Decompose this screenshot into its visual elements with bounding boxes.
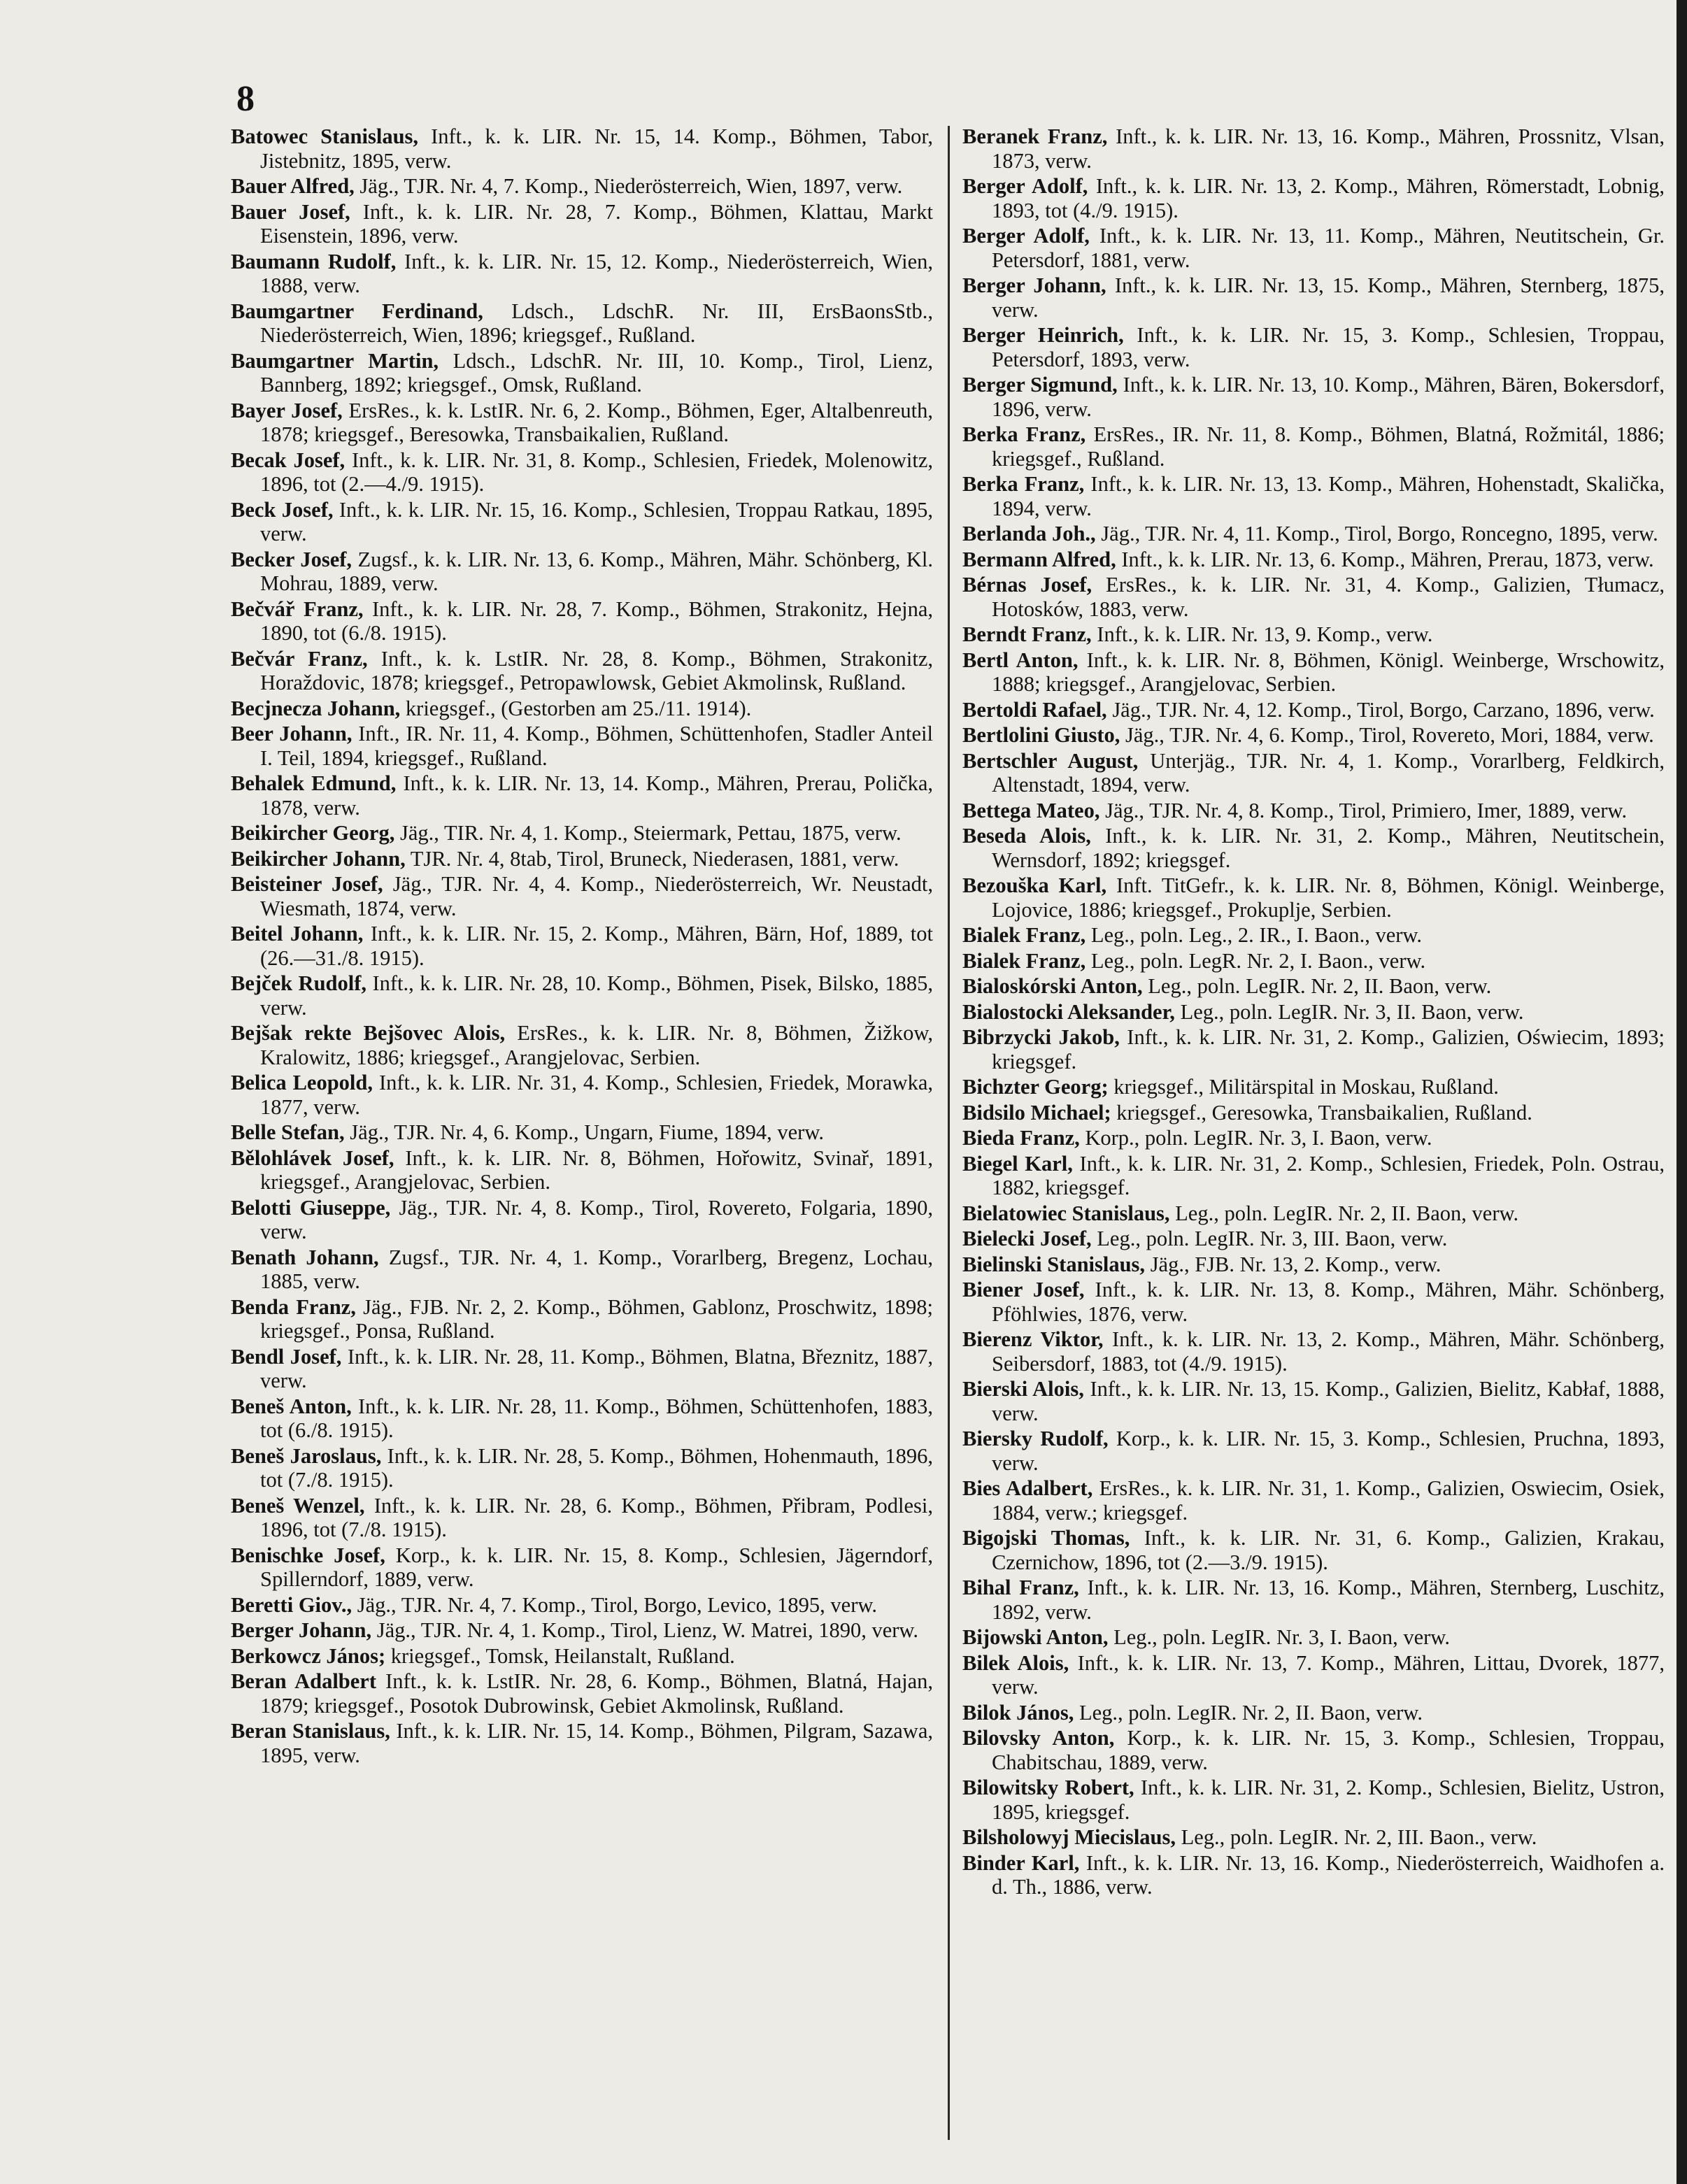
list-entry	[962, 1427, 1665, 1475]
entry-name: Beisteiner Josef,	[231, 872, 383, 896]
list-entry	[231, 1071, 933, 1119]
entry-name: Biegel Karl,	[962, 1151, 1073, 1176]
entry-details: kriegsgef., Tomsk, Heilanstalt, Rußland.	[385, 1643, 735, 1668]
entry-name: Batowec Stanislaus,	[231, 124, 419, 148]
list-entry	[231, 399, 933, 447]
list-entry	[231, 847, 933, 871]
entry-details: Inft. TitGefr., k. k. LIR. Nr. 8, Böhmen, Königl. Weinberge, Lojovice, 1886; kriegsgef., Prokuplje, Serbien.	[992, 873, 1665, 922]
list-entry	[962, 749, 1665, 797]
list-entry	[962, 1476, 1665, 1525]
list-entry	[962, 949, 1665, 973]
entry-name: Benath Johann,	[231, 1245, 379, 1269]
entry-details: Leg., poln. LegIR. Nr. 2, II. Baon, verw.	[1142, 974, 1492, 998]
list-entry	[962, 124, 1665, 173]
entry-details: Korp., k. k. LIR. Nr. 15, 3. Komp., Schlesien, Troppau, Chabitschau, 1889, verw.	[992, 1726, 1665, 1774]
list-entry	[962, 622, 1665, 647]
entry-details: ErsRes., k. k. LIR. Nr. 31, 1. Komp., Galizien, Oswiecim, Osiek, 1884, verw.; kriegsgef.	[992, 1476, 1665, 1525]
entry-details: Inft., k. k. LIR. Nr. 13, 11. Komp., Mähren, Neutitschein, Gr. Petersdorf, 1881, verw.	[992, 224, 1665, 272]
entry-name: Bidsilo Michael;	[962, 1100, 1111, 1125]
entry-name: Berka Franz,	[962, 422, 1086, 446]
entry-name: Becker Josef,	[231, 547, 353, 571]
entry-details: Inft., k. k. LIR. Nr. 13, 9. Komp., verw.	[1091, 622, 1433, 646]
list-entry	[962, 1201, 1665, 1226]
list-entry	[231, 1644, 933, 1669]
list-entry	[962, 1701, 1665, 1725]
entry-details: Inft., k. k. LIR. Nr. 13, 2. Komp., Mähren, Mähr. Schönberg, Seibersdorf, 1883, tot (4./9. 1915).	[992, 1327, 1665, 1376]
entry-details: Jäg., TJR. Nr. 4, 1. Komp., Tirol, Lienz, W. Matrei, 1890, verw.	[371, 1618, 919, 1642]
entry-name: Bendl Josef,	[231, 1344, 342, 1369]
list-entry	[962, 174, 1665, 222]
list-entry	[962, 323, 1665, 371]
entry-details: Jäg., FJB. Nr. 13, 2. Komp., verw.	[1145, 1252, 1442, 1276]
list-entry	[962, 1278, 1665, 1326]
list-entry	[962, 1825, 1665, 1850]
entry-name: Beitel Johann,	[231, 922, 364, 945]
list-entry	[962, 723, 1665, 748]
list-entry	[231, 1196, 933, 1244]
list-entry	[962, 472, 1665, 520]
list-entry	[231, 1543, 933, 1592]
entry-details: Inft., k. k. LIR. Nr. 28, 6. Komp., Böhmen, Přibram, Podlesi, 1896, tot (7./8. 1915).	[260, 1493, 933, 1541]
list-entry	[231, 548, 933, 596]
entry-name: Bialek Franz,	[962, 948, 1086, 973]
entry-details: Inft., k. k. LIR. Nr. 28, 7. Komp., Böhmen, Klattau, Markt Eisenstein, 1896, verw.	[260, 199, 933, 248]
list-entry	[231, 1618, 933, 1643]
list-entry	[231, 174, 933, 199]
entry-details: Leg., poln. LegIR. Nr. 2, II. Baon, verw.	[1169, 1201, 1519, 1225]
list-entry	[962, 799, 1665, 823]
list-entry	[231, 1444, 933, 1492]
entry-details: Inft., k. k. LIR. Nr. 15, 16. Komp., Schlesien, Troppau Ratkau, 1895, verw.	[260, 497, 933, 545]
list-entry	[231, 1345, 933, 1393]
entry-details: Leg., poln. Leg., 2. IR., I. Baon., verw.	[1085, 923, 1423, 947]
list-entry	[231, 971, 933, 1020]
list-entry	[231, 722, 933, 770]
entry-details: Inft., k. k. LIR. Nr. 15, 2. Komp., Mähren, Bärn, Hof, 1889, tot (26.—31./8. 1915).	[260, 922, 933, 970]
entry-name: Bialek Franz,	[962, 923, 1086, 947]
entry-details: Inft., k. k. LIR. Nr. 31, 6. Komp., Galizien, Krakau, Czernichow, 1896, tot (2.—3./9. 1915).	[992, 1526, 1665, 1574]
entry-details: ErsRes., k. k. LIR. Nr. 8, Böhmen, Žižkow, Kralowitz, 1886; kriegsgef., Arangjelovac, Serbien.	[260, 1021, 933, 1069]
list-entry	[231, 872, 933, 920]
list-entry	[962, 422, 1665, 471]
entry-name: Bělohlávek Josef,	[231, 1145, 394, 1170]
list-entry	[962, 1075, 1665, 1099]
page-edge-shadow	[1677, 0, 1687, 2184]
list-entry	[962, 1776, 1665, 1824]
left-column	[231, 124, 933, 1769]
entry-details: Inft., k. k. LIR. Nr. 31, 2. Komp., Mähren, Neutitschein, Wernsdorf, 1892; kriegsgef.	[992, 824, 1665, 872]
list-entry	[962, 1000, 1665, 1025]
entry-details: Inft., k. k. LIR. Nr. 13, 15. Komp., Mähren, Sternberg, 1875, verw.	[992, 273, 1665, 322]
entry-details: Ldsch., LdschR. Nr. III, ErsBaonsStb., Niederösterreich, Wien, 1896; kriegsgef., Rußland.	[260, 299, 933, 347]
list-entry	[231, 821, 933, 845]
list-entry	[962, 1152, 1665, 1200]
entry-name: Bečvář Franz,	[231, 597, 364, 621]
entry-name: Becjnecza Johann,	[231, 696, 401, 720]
entry-name: Bierenz Viktor,	[962, 1327, 1104, 1351]
list-entry	[231, 697, 933, 721]
entry-name: Berger Johann,	[231, 1618, 372, 1642]
entry-name: Bierski Alois,	[962, 1377, 1084, 1401]
entry-name: Beneš Jaroslaus,	[231, 1443, 382, 1468]
entry-name: Bauer Alfred,	[231, 174, 355, 198]
entry-details: kriegsgef., Militärspital in Moskau, Rußland.	[1108, 1075, 1499, 1099]
list-entry	[231, 1494, 933, 1542]
entry-details: Korp., k. k. LIR. Nr. 15, 8. Komp., Schlesien, Jägerndorf, Spillerndorf, 1889, verw.	[260, 1543, 934, 1591]
entry-name: Berndt Franz,	[962, 622, 1092, 646]
list-entry	[231, 1021, 933, 1069]
entry-name: Beneš Wenzel,	[231, 1493, 365, 1518]
entry-details: Inft., k. k. LIR. Nr. 28, 10. Komp., Böhmen, Pisek, Bilsko, 1885, verw.	[260, 971, 933, 1020]
entry-name: Bezouška Karl,	[962, 873, 1107, 897]
entry-details: Inft., k. k. LIR. Nr. 15, 3. Komp., Schlesien, Troppau, Petersdorf, 1893, verw.	[992, 323, 1665, 371]
list-entry	[962, 873, 1665, 922]
entry-details: Inft., k. k. LIR. Nr. 13, 8. Komp., Mähren, Mähr. Schönberg, Pföhlwies, 1876, verw.	[992, 1278, 1665, 1326]
list-entry	[962, 1726, 1665, 1774]
entry-details: Inft., k. k. LIR. Nr. 8, Böhmen, Hořowitz, Svinař, 1891, kriegsgef., Arangjelovac, Serbien.	[260, 1145, 933, 1194]
entry-name: Berger Sigmund,	[962, 373, 1118, 397]
entry-details: ErsRes., IR. Nr. 11, 8. Komp., Böhmen, Blatná, Rožmitál, 1886; kriegsgef., Rußland.	[992, 422, 1665, 471]
list-entry	[962, 974, 1665, 999]
list-entry	[231, 1669, 933, 1718]
entry-name: Baumgartner Ferdinand,	[231, 299, 483, 323]
entry-details: Inft., k. k. LIR. Nr. 28, 11. Komp., Böhmen, Blatna, Březnitz, 1887, verw.	[260, 1344, 934, 1392]
entry-details: Jäg., TJR. Nr. 4, 11. Komp., Tirol, Borgo, Roncegno, 1895, verw.	[1095, 522, 1658, 545]
entry-name: Bejšak rekte Bejšovec Alois,	[231, 1021, 506, 1045]
entry-details: Inft., k. k. LIR. Nr. 31, 4. Komp., Schlesien, Friedek, Morawka, 1877, verw.	[260, 1071, 933, 1119]
entry-name: Beseda Alois,	[962, 824, 1091, 848]
list-entry	[231, 448, 933, 497]
entry-details: Inft., k. k. LIR. Nr. 28, 5. Komp., Böhmen, Hohenmauth, 1896, tot (7./8. 1915).	[260, 1443, 933, 1492]
entry-name: Beran Stanislaus,	[231, 1719, 390, 1743]
entry-details: Jäg., TJR. Nr. 4, 7. Komp., Tirol, Borgo, Levico, 1895, verw.	[352, 1592, 878, 1617]
list-entry	[231, 1394, 933, 1443]
entry-details: Leg., poln. LegR. Nr. 2, I. Baon., verw.	[1085, 948, 1426, 973]
entry-details: Inft., k. k. LIR. Nr. 31, 2. Komp., Schlesien, Bielitz, Ustron, 1895, kriegsgef.	[992, 1776, 1665, 1824]
entry-details: ErsRes., k. k. LstIR. Nr. 6, 2. Komp., Böhmen, Eger, Altalbenreuth, 1878; kriegsgef., Beresowka, Transbaikalien, Rußland.	[260, 398, 933, 446]
entry-name: Bibrzycki Jakob,	[962, 1025, 1120, 1049]
entry-details: Inft., k. k. LIR. Nr. 13, 16. Komp., Niederösterreich, Waidhofen a. d. Th., 1886, verw.	[992, 1850, 1665, 1899]
entry-name: Bilok János,	[962, 1700, 1074, 1725]
list-entry	[962, 548, 1665, 572]
list-entry	[962, 373, 1665, 421]
entry-details: Inft., k. k. LIR. Nr. 15, 14. Komp., Böhmen, Tabor, Jistebnitz, 1895, verw.	[260, 124, 933, 173]
entry-name: Bilovsky Anton,	[962, 1726, 1115, 1750]
entry-name: Binder Karl,	[962, 1850, 1080, 1875]
entry-details: Jäg., TJR. Nr. 4, 8. Komp., Tirol, Rovereto, Folgaria, 1890, verw.	[260, 1195, 933, 1243]
list-entry	[962, 1252, 1665, 1277]
entry-details: Inft., k. k. LIR. Nr. 13, 10. Komp., Mähren, Bären, Bokersdorf, 1896, verw.	[992, 373, 1665, 421]
list-entry	[962, 1101, 1665, 1125]
list-entry	[962, 824, 1665, 872]
entry-name: Becak Josef,	[231, 448, 346, 472]
list-entry	[962, 1576, 1665, 1624]
entry-details: Inft., k. k. LIR. Nr. 15, 12. Komp., Niederösterreich, Wien, 1888, verw.	[260, 249, 933, 297]
entry-name: Bies Adalbert,	[962, 1476, 1093, 1500]
entry-name: Belotti Giuseppe,	[231, 1195, 391, 1220]
entry-details: Inft., k. k. LIR. Nr. 13, 14. Komp., Mähren, Prerau, Polička, 1878, verw.	[260, 771, 934, 820]
entry-name: Bielecki Josef,	[962, 1227, 1092, 1250]
entry-name: Behalek Edmund,	[231, 771, 397, 795]
list-entry	[231, 1246, 933, 1294]
entry-name: Bertl Anton,	[962, 648, 1079, 672]
entry-name: Bayer Josef,	[231, 398, 343, 422]
entry-details: Inft., k. k. LIR. Nr. 13, 15. Komp., Galizien, Bielitz, Kabłaf, 1888, verw.	[992, 1377, 1665, 1425]
entry-details: kriegsgef., Geresowka, Transbaikalien, Rußland.	[1111, 1100, 1532, 1125]
entry-name: Bielatowiec Stanislaus,	[962, 1201, 1170, 1225]
entry-details: Jäg., TJR. Nr. 4, 7. Komp., Niederösterreich, Wien, 1897, verw.	[354, 174, 903, 198]
list-entry	[962, 1327, 1665, 1376]
entry-details: ErsRes., k. k. LIR. Nr. 31, 4. Komp., Galizien, Tłumacz, Hotosków, 1883, verw.	[992, 573, 1665, 621]
entry-name: Beikircher Georg,	[231, 821, 395, 845]
list-entry	[962, 1126, 1665, 1150]
entry-name: Biersky Rudolf,	[962, 1427, 1109, 1450]
entry-details: Inft., k. k. LIR. Nr. 13, 16. Komp., Mähren, Sternberg, Luschitz, 1892, verw.	[992, 1576, 1665, 1624]
entry-name: Beikircher Johann,	[231, 846, 406, 871]
entry-name: Bertlolini Giusto,	[962, 723, 1120, 747]
entry-name: Bejček Rudolf,	[231, 971, 367, 995]
entry-details: Inft., k. k. LIR. Nr. 31, 2. Komp., Schlesien, Friedek, Poln. Ostrau, 1882, kriegsgef.	[992, 1151, 1665, 1199]
entry-name: Bijowski Anton,	[962, 1625, 1109, 1649]
entry-details: Jäg., TJR. Nr. 4, 8. Komp., Tirol, Primiero, Imer, 1889, verw.	[1099, 798, 1628, 822]
list-entry	[231, 299, 933, 348]
entry-details: Zugsf., k. k. LIR. Nr. 13, 6. Komp., Mähren, Mähr. Schönberg, Kl. Mohrau, 1889, verw.	[260, 547, 934, 595]
page-number: 8	[236, 79, 255, 119]
list-entry	[962, 224, 1665, 272]
list-entry	[231, 349, 933, 397]
entry-name: Bečvár Franz,	[231, 646, 368, 671]
entry-name: Berger Johann,	[962, 273, 1106, 297]
list-entry	[231, 1295, 933, 1343]
right-column	[962, 124, 1665, 1901]
entry-details: Korp., poln. LegIR. Nr. 3, I. Baon, verw.	[1079, 1126, 1432, 1150]
entry-name: Bieda Franz,	[962, 1126, 1080, 1150]
entry-details: Inft., k. k. LIR. Nr. 13, 2. Komp., Mähren, Römerstadt, Lobnig, 1893, tot (4./9. 1915).	[992, 174, 1665, 222]
entry-name: Berger Adolf,	[962, 224, 1090, 248]
entry-name: Berger Heinrich,	[962, 323, 1124, 347]
entry-name: Bertschler August,	[962, 748, 1139, 773]
entry-details: Inft., k. k. LstIR. Nr. 28, 8. Komp., Böhmen, Strakonitz, Horaždovic, 1878; kriegsgef., Petropawlowsk, Gebiet Akmolinsk, Rußland.	[260, 646, 934, 694]
entry-name: Belica Leopold,	[231, 1071, 373, 1094]
entry-name: Berlanda Joh.,	[962, 522, 1096, 545]
entry-details: Inft., k. k. LIR. Nr. 13, 13. Komp., Mähren, Hohenstadt, Skalička, 1894, verw.	[992, 472, 1665, 520]
list-entry	[962, 1651, 1665, 1699]
entry-name: Bilowitsky Robert,	[962, 1776, 1134, 1799]
entry-name: Biener Josef,	[962, 1278, 1085, 1301]
list-entry	[962, 1227, 1665, 1251]
entry-details: Inft., k. k. LstIR. Nr. 28, 6. Komp., Böhmen, Blatná, Hajan, 1879; kriegsgef., Posotok Dubrowinsk, Gebiet Akmolinsk, Rußland.	[260, 1669, 933, 1718]
entry-name: Beranek Franz,	[962, 124, 1108, 148]
entry-name: Beretti Giov.,	[231, 1592, 353, 1617]
entry-name: Berger Adolf,	[962, 174, 1088, 198]
entry-name: Bichzter Georg;	[962, 1075, 1109, 1099]
entry-details: Jäg., TJR. Nr. 4, 4. Komp., Niederösterreich, Wr. Neustadt, Wiesmath, 1874, verw.	[260, 872, 933, 920]
entry-name: Baumgartner Martin,	[231, 348, 439, 373]
entry-name: Belle Stefan,	[231, 1120, 345, 1144]
column-divider	[948, 126, 950, 2140]
entry-name: Bertoldi Rafael,	[962, 697, 1107, 722]
entry-name: Bermann Alfred,	[962, 547, 1116, 571]
entry-name: Bettega Mateo,	[962, 798, 1100, 822]
list-entry	[231, 1593, 933, 1618]
list-entry	[962, 1851, 1665, 1899]
list-entry	[231, 1146, 933, 1194]
list-entry	[962, 573, 1665, 621]
entry-name: Benischke Josef,	[231, 1543, 385, 1567]
list-entry	[962, 648, 1665, 697]
entry-name: Bielinski Stanislaus,	[962, 1252, 1146, 1276]
list-entry	[231, 124, 933, 173]
entry-details: Jäg., TJR. Nr. 4, 6. Komp., Ungarn, Fiume, 1894, verw.	[344, 1120, 825, 1144]
entry-details: Ldsch., LdschR. Nr. III, 10. Komp., Tirol, Lienz, Bannberg, 1892; kriegsgef., Omsk, Rußland.	[260, 348, 934, 397]
entry-details: Jäg., TJR. Nr. 4, 6. Komp., Tirol, Rovereto, Mori, 1884, verw.	[1120, 723, 1654, 747]
list-entry	[962, 1377, 1665, 1425]
entry-details: Inft., k. k. LIR. Nr. 13, 6. Komp., Mähren, Prerau, 1873, verw.	[1116, 547, 1654, 571]
entry-name: Bihal Franz,	[962, 1576, 1079, 1599]
list-entry	[962, 522, 1665, 546]
list-entry	[962, 1025, 1665, 1073]
entry-details: Korp., k. k. LIR. Nr. 15, 3. Komp., Schlesien, Pruchna, 1893, verw.	[992, 1427, 1665, 1475]
list-entry	[231, 597, 933, 645]
entry-details: Jäg., TIR. Nr. 4, 1. Komp., Steiermark, Pettau, 1875, verw.	[394, 821, 902, 845]
entry-details: Leg., poln. LegIR. Nr. 2, II. Baon, verw.	[1074, 1700, 1423, 1725]
entry-name: Bilek Alois,	[962, 1650, 1069, 1675]
entry-name: Bilsholowyj Miecislaus,	[962, 1825, 1176, 1849]
entry-name: Bigojski Thomas,	[962, 1526, 1130, 1550]
entry-details: Jäg., TJR. Nr. 4, 12. Komp., Tirol, Borgo, Carzano, 1896, verw.	[1106, 697, 1655, 722]
entry-name: Beer Johann,	[231, 722, 353, 745]
entry-details: Inft., k. k. LIR. Nr. 31, 8. Komp., Schlesien, Friedek, Molenowitz, 1896, tot (2.—4./9. 1915).	[260, 448, 933, 496]
entry-details: Inft., k. k. LIR. Nr. 8, Böhmen, Königl. Weinberge, Wrschowitz, 1888; kriegsgef., Arangjelovac, Serbien.	[992, 648, 1665, 696]
entry-name: Berkowcz János;	[231, 1643, 386, 1668]
entry-details: Leg., poln. LegIR. Nr. 2, III. Baon., verw.	[1176, 1825, 1537, 1849]
entry-details: Inft., IR. Nr. 11, 4. Komp., Böhmen, Schüttenhofen, Stadler Anteil I. Teil, 1894, kriegsgef., Rußland.	[260, 722, 933, 770]
list-entry	[231, 771, 933, 820]
list-entry	[231, 922, 933, 970]
list-entry	[231, 647, 933, 695]
entry-details: Leg., poln. LegIR. Nr. 3, II. Baon, verw.	[1174, 999, 1524, 1024]
list-entry	[962, 923, 1665, 948]
entry-details: kriegsgef., (Gestorben am 25./11. 1914).	[400, 696, 752, 720]
list-entry	[962, 273, 1665, 322]
entry-details: Inft., k. k. LIR. Nr. 13, 16. Komp., Mähren, Prossnitz, Vlsan, 1873, verw.	[992, 124, 1665, 173]
entry-details: TJR. Nr. 4, 8tab, Tirol, Bruneck, Niederasen, 1881, verw.	[405, 846, 899, 871]
entry-details: Unterjäg., TJR. Nr. 4, 1. Komp., Vorarlberg, Feldkirch, Altenstadt, 1894, verw.	[992, 748, 1665, 797]
entry-name: Bérnas Josef,	[962, 573, 1092, 597]
entry-name: Bialostocki Aleksander,	[962, 999, 1175, 1024]
entry-details: Inft., k. k. LIR. Nr. 28, 7. Komp., Böhmen, Strakonitz, Hejna, 1890, tot (6./8. 1915).	[260, 597, 933, 645]
entry-details: Inft., k. k. LIR. Nr. 15, 14. Komp., Böhmen, Pilgram, Sazawa, 1895, verw.	[260, 1719, 933, 1767]
list-entry	[962, 1526, 1665, 1574]
list-entry	[231, 200, 933, 248]
entry-name: Benda Franz,	[231, 1294, 356, 1319]
list-entry	[231, 1719, 933, 1767]
entry-details: Leg., poln. LegIR. Nr. 3, III. Baon, verw.	[1091, 1227, 1448, 1250]
list-entry	[231, 250, 933, 298]
entry-details: Inft., k. k. LIR. Nr. 31, 2. Komp., Galizien, Oświecim, 1893; kriegsgef.	[992, 1025, 1665, 1073]
entry-name: Berka Franz,	[962, 472, 1085, 496]
entry-name: Baumann Rudolf,	[231, 249, 397, 273]
entry-name: Beck Josef,	[231, 497, 334, 522]
entry-details: Jäg., FJB. Nr. 2, 2. Komp., Böhmen, Gablonz, Proschwitz, 1898; kriegsgef., Ponsa, Rußland.	[260, 1294, 933, 1343]
list-entry	[231, 1120, 933, 1145]
entry-name: Beneš Anton,	[231, 1394, 352, 1418]
list-entry	[962, 1625, 1665, 1650]
list-entry	[231, 498, 933, 546]
entry-name: Bauer Josef,	[231, 199, 350, 224]
entry-details: Zugsf., TJR. Nr. 4, 1. Komp., Vorarlberg, Bregenz, Lochau, 1885, verw.	[260, 1245, 933, 1293]
entry-name: Beran Adalbert	[231, 1669, 376, 1693]
entry-details: Leg., poln. LegIR. Nr. 3, I. Baon, verw.	[1108, 1625, 1450, 1649]
entry-details: Inft., k. k. LIR. Nr. 28, 11. Komp., Böhmen, Schüttenhofen, 1883, tot (6./8. 1915).	[260, 1394, 933, 1442]
entry-details: Inft., k. k. LIR. Nr. 13, 7. Komp., Mähren, Littau, Dvorek, 1877, verw.	[992, 1650, 1665, 1699]
list-entry	[962, 698, 1665, 722]
entry-name: Bialoskórski Anton,	[962, 974, 1143, 998]
